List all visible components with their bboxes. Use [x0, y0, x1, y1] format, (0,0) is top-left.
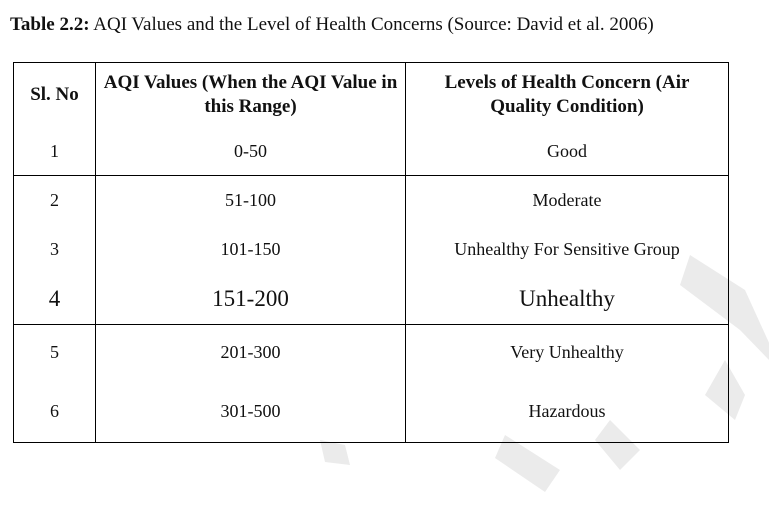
aqi-table: [13, 62, 729, 443]
table-row: [14, 176, 729, 226]
table-row: [14, 127, 729, 176]
table-header-row: [14, 63, 729, 128]
cell-aqi-range: 0-50: [96, 127, 406, 176]
cell-health-concern: Unhealthy For Sensitive Group: [406, 225, 729, 274]
header-aqi-values: AQI Values (When the AQI Value in this Range): [96, 63, 406, 128]
cell-sl-no: 4: [14, 274, 96, 325]
cell-sl-no: 3: [14, 225, 96, 274]
cell-health-concern: Very Unhealthy: [406, 325, 729, 381]
cell-aqi-range: 301-500: [96, 380, 406, 443]
cell-sl-no: 6: [14, 380, 96, 443]
caption-label: Table 2.2:: [10, 14, 90, 35]
cell-health-concern: Good: [406, 127, 729, 176]
cell-sl-no: 1: [14, 127, 96, 176]
table-caption: [10, 12, 654, 38]
cell-aqi-range: 151-200: [96, 274, 406, 325]
caption-text: AQI Values and the Level of Health Concerns (Source: David et al. 2006): [89, 14, 654, 35]
header-sl-no: Sl. No: [14, 63, 96, 128]
cell-health-concern: Unhealthy: [406, 274, 729, 325]
cell-aqi-range: 101-150: [96, 225, 406, 274]
cell-sl-no: 5: [14, 325, 96, 381]
header-health-concern: Levels of Health Concern (Air Quality Condition): [406, 63, 729, 128]
cell-sl-no: 2: [14, 176, 96, 226]
cell-health-concern: Moderate: [406, 176, 729, 226]
table-row: [14, 325, 729, 381]
cell-aqi-range: 51-100: [96, 176, 406, 226]
cell-aqi-range: 201-300: [96, 325, 406, 381]
cell-health-concern: Hazardous: [406, 380, 729, 443]
table-row: [14, 225, 729, 274]
table-row: [14, 274, 729, 325]
table-row: [14, 380, 729, 443]
